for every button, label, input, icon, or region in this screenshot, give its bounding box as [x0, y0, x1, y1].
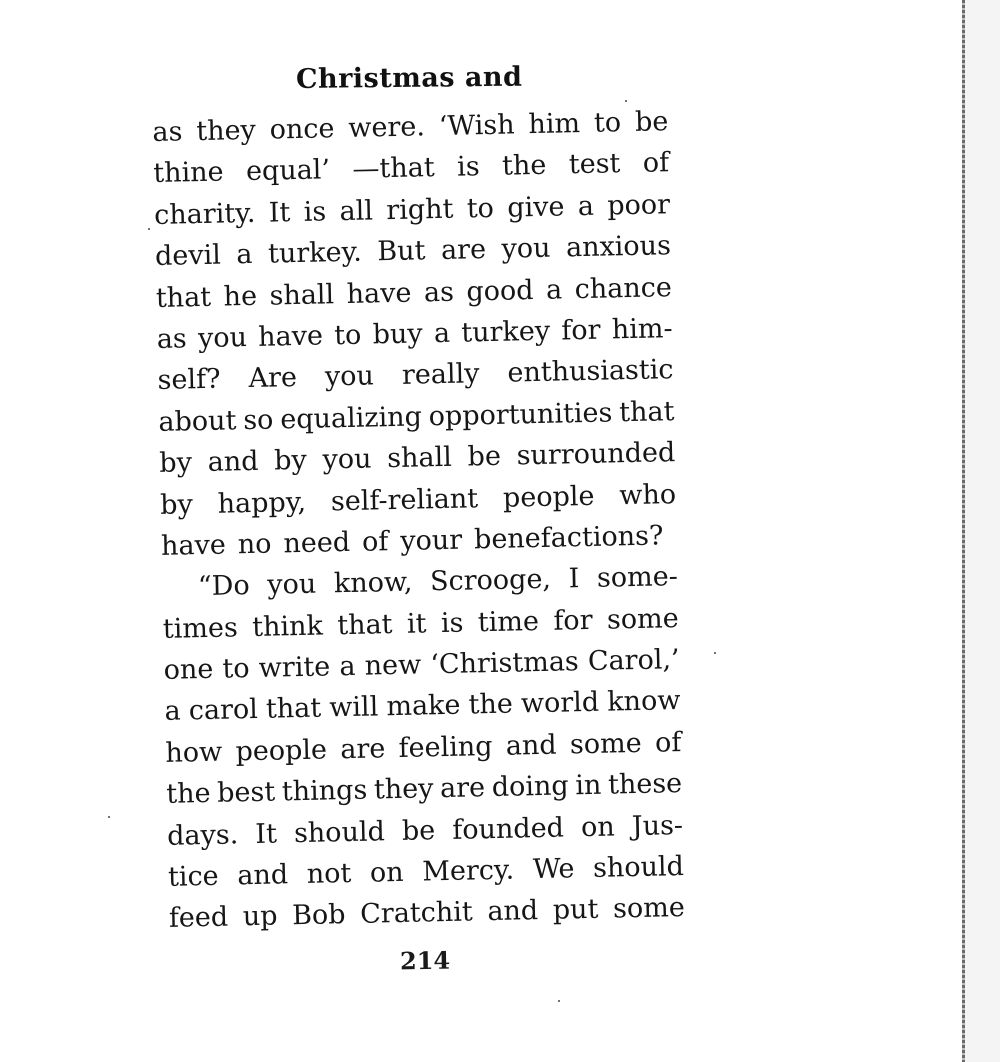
- word: is: [303, 196, 327, 228]
- word: time: [477, 605, 540, 638]
- word: the: [501, 150, 547, 183]
- word: best: [216, 776, 276, 810]
- word: have: [346, 277, 412, 310]
- word: people: [502, 480, 595, 514]
- word: you: [197, 322, 248, 355]
- word: that: [265, 693, 322, 726]
- word: and: [207, 445, 259, 479]
- word: It: [268, 196, 291, 229]
- word: It: [255, 818, 278, 850]
- word: once: [269, 113, 335, 146]
- print-speck: [625, 100, 627, 102]
- word: him-: [611, 313, 673, 346]
- word: for: [561, 314, 601, 347]
- word: —that: [352, 152, 435, 186]
- print-speck: [108, 816, 110, 818]
- word: people: [235, 734, 328, 768]
- word: anxious: [565, 230, 672, 264]
- word: thine: [152, 156, 224, 190]
- word: as: [423, 276, 455, 308]
- word: on: [369, 856, 404, 889]
- word: him: [528, 108, 581, 141]
- word: Jus-: [631, 809, 684, 842]
- word: all: [339, 195, 374, 227]
- word: I: [568, 563, 580, 595]
- word: put: [552, 894, 599, 927]
- word: a: [577, 190, 595, 222]
- word: chance: [574, 271, 673, 305]
- word: your: [399, 524, 463, 557]
- print-speck: [148, 228, 150, 230]
- word: are: [440, 234, 487, 267]
- print-speck: [558, 1000, 560, 1002]
- word: “Do: [197, 570, 250, 603]
- word: they: [195, 114, 257, 148]
- word: a: [339, 650, 356, 683]
- word: Carol,’: [587, 644, 680, 678]
- word: times: [162, 612, 239, 645]
- word: will: [328, 691, 379, 724]
- word: are: [339, 733, 386, 766]
- word: as: [156, 323, 188, 355]
- word: write: [258, 651, 331, 684]
- word: is: [456, 151, 480, 184]
- word: to: [466, 192, 495, 225]
- word: know,: [333, 566, 413, 600]
- word: equalizing: [279, 401, 423, 436]
- word: know: [606, 685, 681, 719]
- word: some: [606, 602, 680, 636]
- word: by: [159, 488, 194, 521]
- word: you: [501, 232, 551, 265]
- word: the: [165, 778, 211, 811]
- word: poor: [606, 188, 671, 222]
- word: We: [532, 853, 575, 886]
- word: in: [575, 769, 602, 802]
- word: Bob: [291, 899, 346, 932]
- word: that: [336, 608, 393, 641]
- word: how: [165, 736, 223, 769]
- word: world: [520, 687, 600, 720]
- word: give: [506, 191, 565, 224]
- word: a: [164, 696, 181, 728]
- word: be: [634, 106, 669, 138]
- word: Cratchit: [359, 896, 474, 931]
- word: good: [466, 274, 534, 308]
- word: you: [267, 568, 317, 601]
- word: of: [642, 147, 670, 180]
- word: happy,: [217, 486, 307, 520]
- word: carol: [188, 694, 259, 727]
- word: test: [568, 148, 621, 181]
- word: But: [377, 235, 426, 268]
- page-edge-shade: [965, 0, 1000, 1062]
- word: one: [163, 653, 214, 686]
- word: that: [618, 395, 675, 429]
- body-text: [152, 101, 685, 939]
- word: to: [593, 107, 622, 139]
- word: shall: [269, 278, 335, 312]
- word: think: [251, 610, 324, 643]
- word: ‘Christmas: [429, 646, 580, 681]
- word: these: [607, 768, 683, 801]
- word: Scrooge,: [429, 564, 552, 598]
- word: really: [401, 358, 480, 392]
- word: to: [222, 653, 250, 685]
- word: opportunities: [428, 397, 613, 433]
- word: devil: [154, 239, 222, 273]
- word: as: [152, 116, 183, 148]
- word: and: [487, 895, 539, 928]
- word: buy: [372, 318, 423, 351]
- page-number: 214: [399, 945, 451, 976]
- word: about: [158, 405, 237, 438]
- word: turkey: [460, 315, 551, 349]
- word: he: [223, 280, 258, 313]
- print-speck: [714, 652, 716, 654]
- word: a: [433, 317, 451, 350]
- word: for: [553, 604, 593, 637]
- word: you: [322, 443, 372, 476]
- word: feeling: [398, 730, 493, 764]
- word: on: [580, 811, 616, 843]
- word: should: [592, 851, 685, 884]
- word: who: [619, 478, 677, 511]
- word: to: [333, 319, 362, 352]
- word: a: [545, 274, 563, 306]
- word: by: [273, 444, 308, 477]
- word: were.: [348, 111, 426, 144]
- word: things: [281, 774, 368, 808]
- word: up: [242, 900, 278, 933]
- word: you: [324, 360, 375, 393]
- word: feed: [168, 902, 229, 935]
- word: charity.: [153, 197, 256, 231]
- word: so: [242, 404, 274, 436]
- word: a: [236, 239, 253, 271]
- word: some: [612, 892, 686, 925]
- word: be: [401, 814, 436, 847]
- word: that: [155, 281, 212, 314]
- running-head: Christmas and: [295, 61, 523, 95]
- word: doing: [491, 770, 569, 804]
- word: they: [373, 773, 434, 806]
- word: be: [467, 440, 502, 473]
- word: make: [386, 690, 461, 723]
- word: should: [293, 815, 386, 849]
- word: founded: [452, 812, 565, 846]
- word: of: [361, 526, 389, 558]
- word: it: [406, 608, 427, 640]
- word: equal’: [245, 154, 331, 188]
- word: need: [283, 526, 351, 560]
- word: no: [237, 528, 272, 561]
- word: some: [569, 727, 643, 761]
- word: the: [468, 689, 514, 721]
- word: self-reliant: [330, 482, 479, 517]
- word: days.: [166, 818, 239, 852]
- word: turkey.: [267, 236, 363, 270]
- word: shall: [386, 441, 453, 475]
- word: surrounded: [516, 437, 676, 472]
- word: by: [159, 447, 193, 480]
- word: have: [160, 529, 227, 562]
- word: is: [440, 607, 464, 639]
- word: enthusiastic: [507, 354, 674, 389]
- word: new: [364, 649, 422, 682]
- word: some-: [596, 561, 679, 595]
- word: of: [654, 726, 682, 759]
- word: self?: [157, 363, 221, 397]
- word: right: [385, 193, 454, 226]
- word: have: [257, 320, 324, 353]
- word: Are: [248, 362, 298, 395]
- word: tice: [167, 860, 219, 893]
- word: are: [439, 772, 486, 805]
- word: and: [236, 859, 289, 892]
- word: ‘Wish: [438, 109, 515, 142]
- word: and: [505, 729, 557, 762]
- word: not: [306, 858, 352, 890]
- word: Mercy.: [421, 854, 515, 888]
- word: benefactions?: [473, 520, 664, 556]
